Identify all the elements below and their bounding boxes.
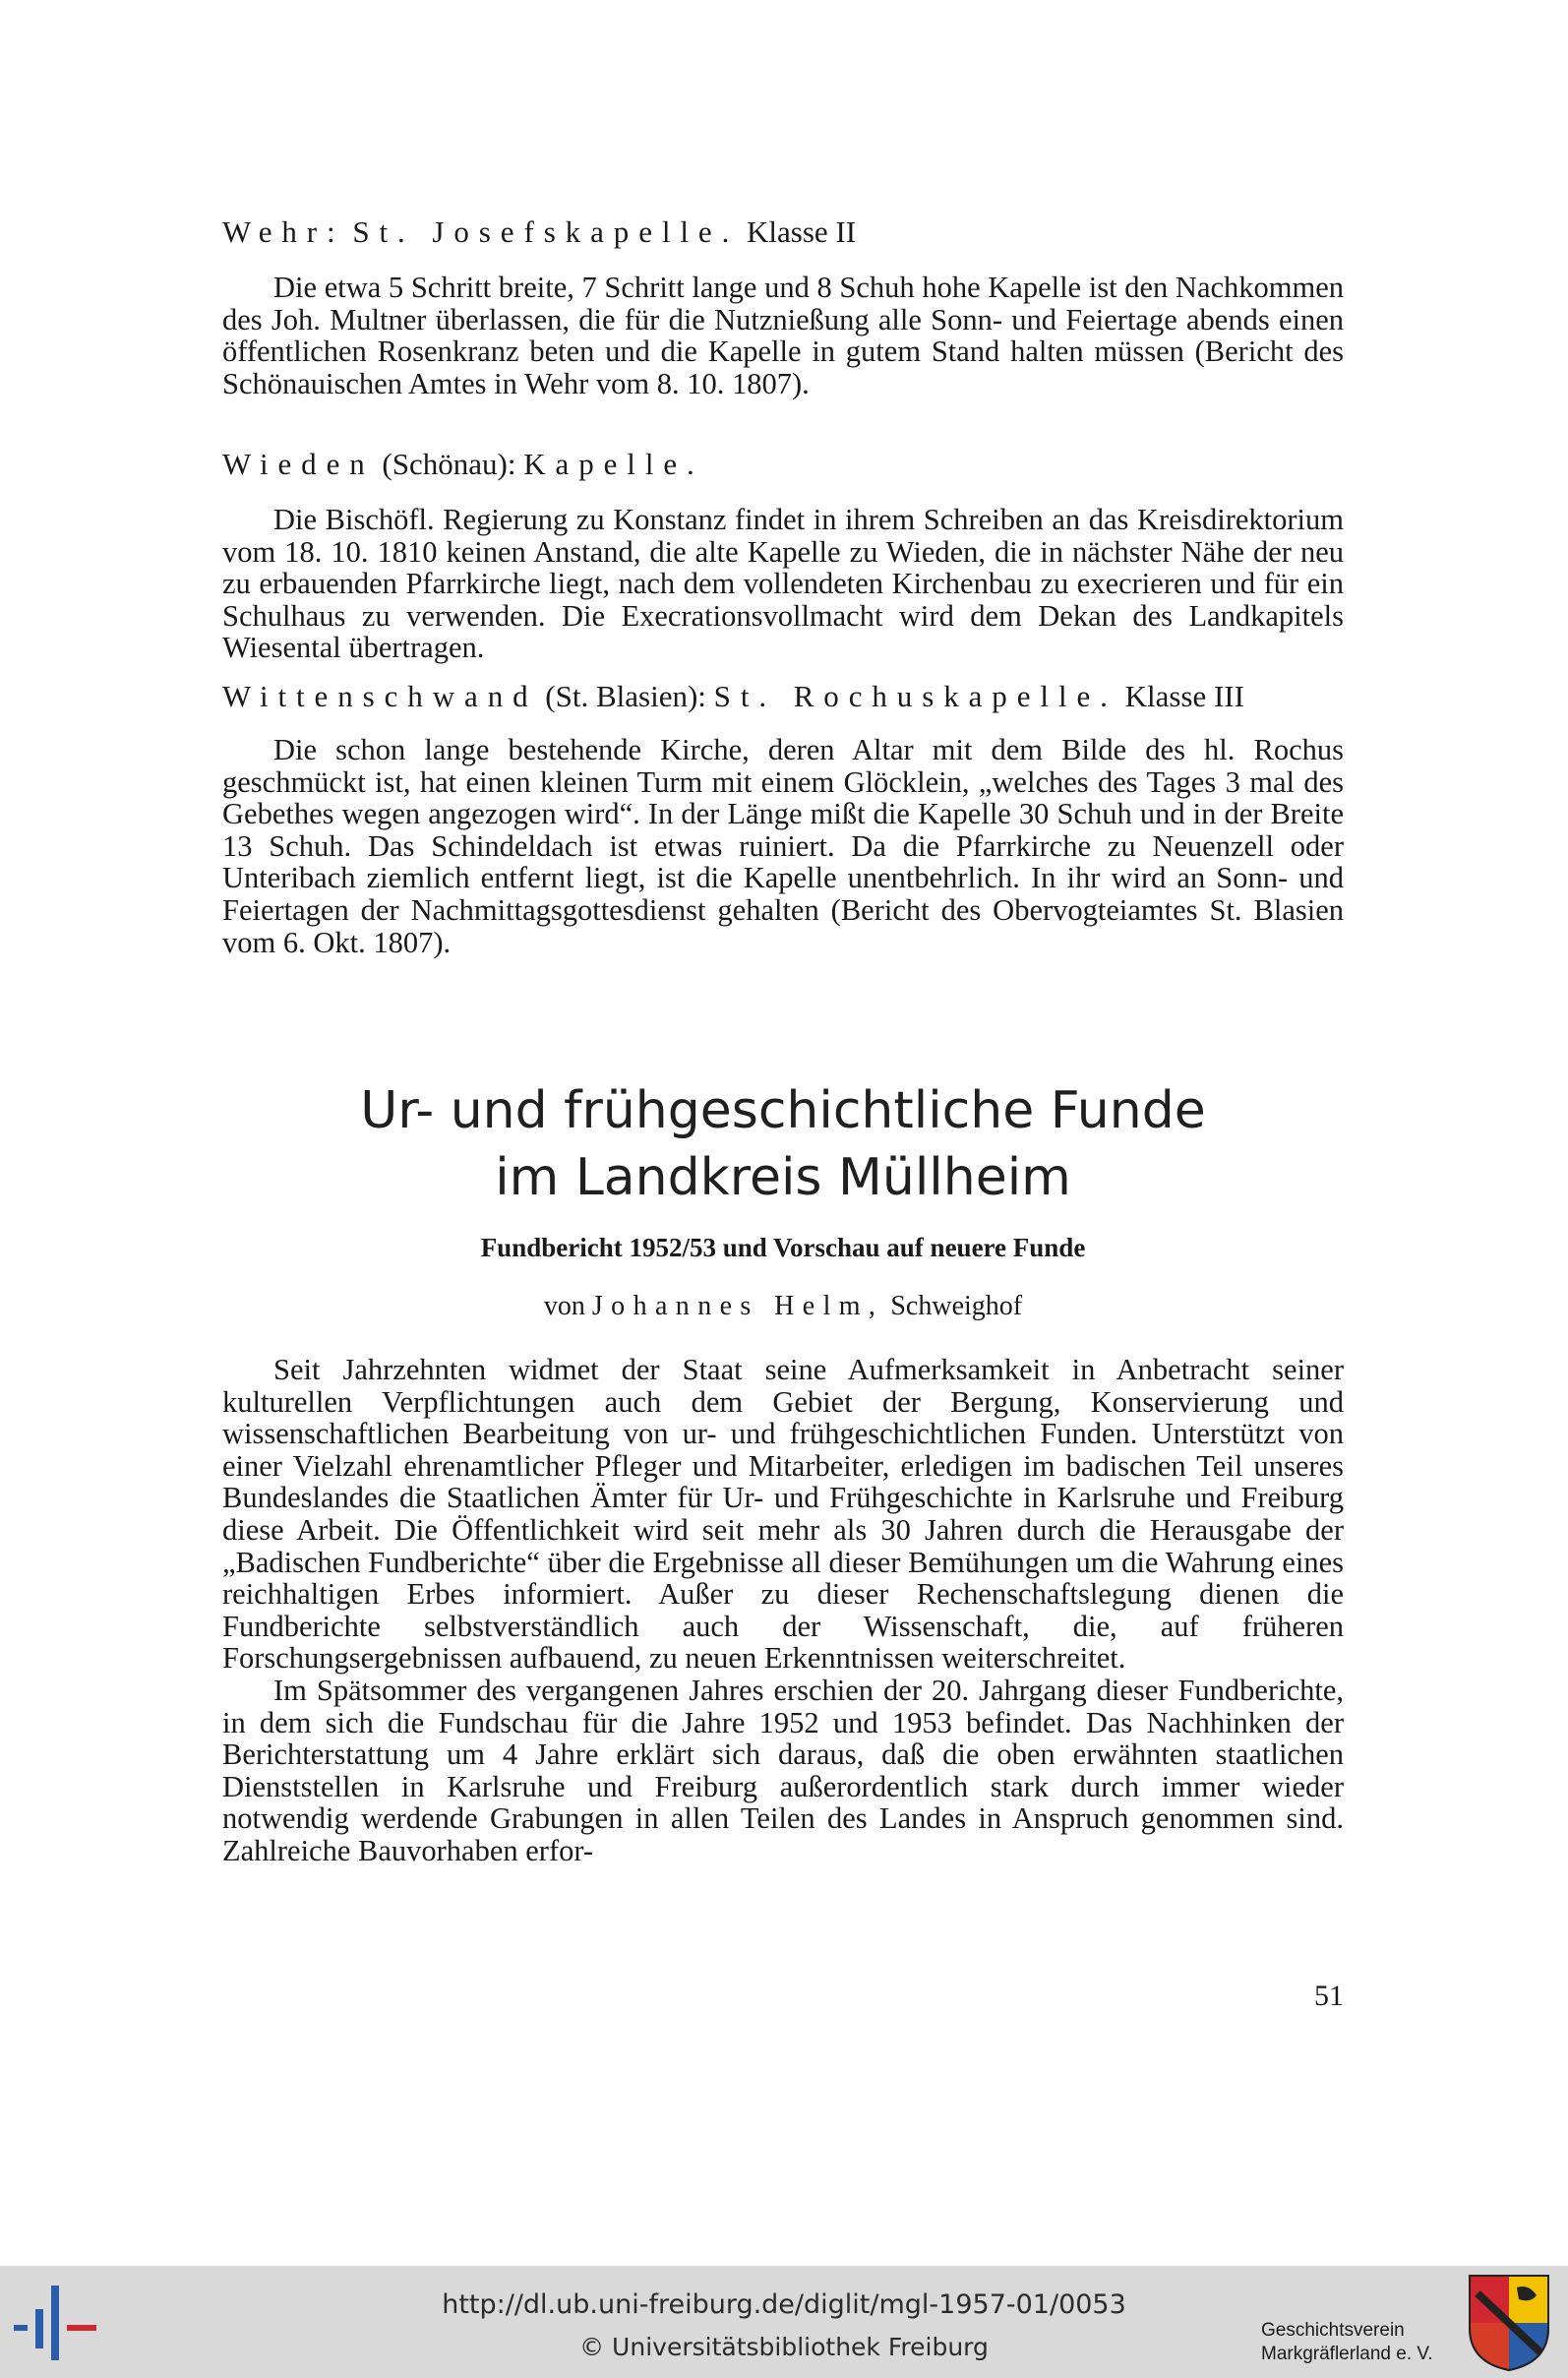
article-body [222,1354,1344,1867]
entry-heading [222,445,1344,484]
article-title [222,1077,1344,1211]
markgraeflerland-crest-icon[interactable] [1468,2274,1550,2372]
entry-district: (St. Blasien): [545,679,706,713]
author-place: Schweighof [890,1291,1023,1321]
article-subtitle: Fundbericht 1952/53 und Vorschau auf neuere Funde [480,1233,1086,1262]
article-author [222,1289,1344,1324]
entry-chapel: St. Rochuskapelle. [713,679,1117,713]
entry-place: Wittenschwand [222,679,538,713]
entry-place: Wieden [222,447,375,481]
page-number: 51 [1314,1980,1344,2012]
article-title-line1: Ur- und frühgeschichtliche Funde [360,1081,1206,1140]
entry-heading [222,677,1344,716]
entry-heading: Wehr: St. Josefskapelle. Klasse II [222,214,857,249]
entry-chapel: Kapelle. [523,447,704,481]
entry-chapel: St. Josefskapelle. [352,214,740,249]
society-name [1261,2319,1433,2366]
society-line2: Markgräflerland e. V. [1261,2344,1433,2364]
entry-wieden [222,445,1344,664]
entry-wehr [222,213,1344,399]
society-line1: Geschichtsverein [1261,2320,1405,2341]
copyright-notice: © Universitätsbibliothek Freiburg [579,2333,989,2361]
author-name: Johannes Helm, [591,1291,884,1321]
entry-text: Die Bischöfl. Regierung zu Konstanz findet in ihrem Schreiben an das Kreisdirektorium vom 18. 10. 1810 keinen Anstand, die alte Kapelle zu Wieden, die in nächster Nähe der neu zu erbauenden Pfarrkirche liegt, nach dem vollendeten Kirchenbau zu execrieren und für ein Schulhaus zu verwenden. Die Execrationsvollmacht wird dem Dekan des Landkapitels Wiesental übertragen. [222,503,1344,665]
article-paragraph: Seit Jahrzehnten widmet der Staat seine Aufmerksamkeit in Anbetracht seiner kulturellen Verpflichtungen auch dem Gebiet der Bergung, Konservierung und wissenschaftlichen Bearbeitung von ur- und frühgeschichtlichen Funden. Unterstützt von einer Vielzahl ehrenamtlicher Pfleger und Mitarbeiter, erledigen im badischen Teil unseres Bundeslandes die Staatlichen Ämter für Ur- und Frühgeschichte in Karlsruhe und Freiburg diese Arbeit. Die Öffentlichkeit wird seit mehr als 30 Jahren durch die Herausgabe der „Badischen Fundberichte“ über die Ergebnisse all dieser Bemühungen um die Wahrung eines reichhaltigen Erbes informiert. Außer zu dieser Rechenschaftslegung dienen die Fundberichte selbstverständlich auch der Wissenschaft, die, auf früheren Forschungsergebnissen aufbauend, zu neuen Erkenntnissen weiterschreitet. [222,1353,1344,1676]
entry-class: Klasse III [1124,679,1244,713]
entry-text: Die schon lange bestehende Kirche, deren Altar mit dem Bilde des hl. Rochus geschmückt ist, hat einen kleinen Turm mit einem Glöcklein, „welches des Tages 3 mal des Gebethes wegen angezogen wird“. In der Länge mißt die Kapelle 30 Schuh und in der Breite 13 Schuh. Das Schindeldach ist etwas ruiniert. Da die Pfarrkirche zu Neuenzell oder Unteribach ziemlich entfernt liegt, ist die Kapelle unentbehrlich. In ihr wird an Sonn- und Feiertagen der Nachmittagsgottesdienst gehalten (Bericht des Obervogteiamtes St. Blasien vom 6. Okt. 1807). [222,733,1344,959]
entry-wittenschwand [222,677,1344,958]
entry-text: Die etwa 5 Schritt breite, 7 Schritt lange und 8 Schuh hohe Kapelle ist den Nachkommen des Joh. Multner überlassen, die für die Nutznießung alle Sonn- und Feiertage abends einen öffentlichen Rosenkranz beten und die Kapelle in gutem Stand halten müssen (Bericht des Schönauischen Amtes in Wehr vom 8. 10. 1807). [222,271,1344,400]
article-title-line2: im Landkreis Müllheim [495,1148,1071,1207]
entry-district: (Schönau): [382,447,516,481]
author-prefix: von [543,1291,585,1321]
document-url[interactable]: http://dl.ub.uni-freiburg.de/diglit/mgl-1957-01/0053 [442,2289,1126,2320]
viewer-footer [0,2266,1568,2378]
entry-place: Wehr [222,214,328,249]
entry-class: Klasse II [747,214,857,249]
article-paragraph: Im Spätsommer des vergangenen Jahres erschien der 20. Jahrgang dieser Fundberichte, in dem sich die Fundschau für die Jahre 1952 und 1953 befindet. Das Nachhinken der Berichterstattung um 4 Jahre erklärt sich daraus, daß die oben erwähnten staatlichen Dienststellen in Karlsruhe und Freiburg außerordentlich stark durch immer wieder notwendig werdende Grabungen in allen Teilen des Landes in Anspruch genommen sind. Zahlreiche Bauvorhaben erfor- [222,1673,1344,1867]
